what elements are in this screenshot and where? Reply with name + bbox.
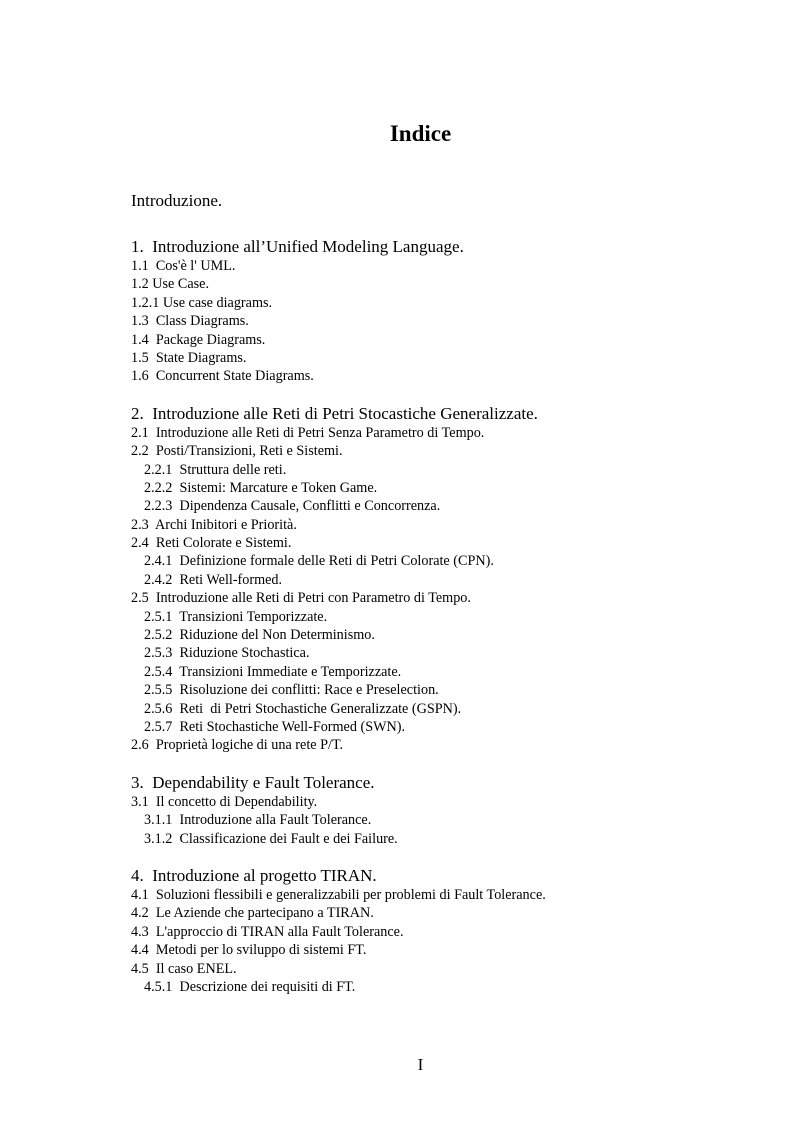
toc-entry: 1.1 Cos'è l' UML.: [131, 258, 236, 274]
toc-entry: 1.3 Class Diagrams.: [131, 313, 249, 330]
toc-chapter-1: [131, 237, 753, 386]
toc-entry: 2.6 Proprietà logiche di una rete P/T.: [131, 737, 344, 754]
toc-subentry: 3.1.1 Introduzione alla Fault Tolerance.: [144, 812, 372, 829]
toc-entry: 4.2 Le Aziende che partecipano a TIRAN.: [131, 905, 374, 922]
toc-subentry: 2.2.1 Struttura delle reti.: [144, 461, 287, 478]
toc-subentry: 2.5.3 Riduzione Stochastica.: [144, 645, 310, 662]
toc-entry: 2.4 Reti Colorate e Sistemi.: [131, 535, 292, 552]
toc-subentry: 2.5.2 Riduzione del Non Determinismo.: [144, 627, 375, 644]
toc-chapter-3: [131, 773, 753, 848]
toc-entry: 2.2 Posti/Transizioni, Reti e Sistemi.: [131, 443, 343, 460]
toc-entry: 2.1 Introduzione alle Reti di Petri Senza Parametro di Tempo.: [131, 424, 485, 441]
toc-chapter-heading: 4. Introduzione al progetto TIRAN.: [131, 865, 377, 885]
toc-subentry: 2.5.5 Risoluzione dei conflitti: Race e Preselection.: [144, 682, 439, 699]
toc-entry: 1.5 State Diagrams.: [131, 349, 247, 366]
toc-entry: 4.5 Il caso ENEL.: [131, 960, 237, 977]
toc-entry: 2.3 Archi Inibitori e Priorità.: [131, 516, 297, 533]
toc-subentry: 2.5.6 Reti di Petri Stochastiche Generalizzate (GSPN).: [144, 700, 462, 717]
toc-subentry: 2.5.1 Transizioni Temporizzate.: [144, 608, 328, 625]
toc-subentry: 2.4.2 Reti Well-formed.: [144, 571, 283, 588]
toc-entry: 1.4 Package Diagrams.: [131, 331, 266, 348]
toc-subentry: 2.2.2 Sistemi: Marcature e Token Game.: [144, 479, 378, 496]
toc-entry: 4.4 Metodi per lo sviluppo di sistemi FT.: [131, 942, 367, 959]
toc-subentry: 3.1.2 Classificazione dei Fault e dei Failure.: [144, 830, 398, 847]
page-number: I: [417, 1055, 424, 1074]
toc-entry: 1.2.1 Use case diagrams.: [131, 294, 273, 311]
toc-entry: 1.6 Concurrent State Diagrams.: [131, 368, 314, 385]
toc-intro-entry: Introduzione.: [131, 191, 223, 210]
toc-entry: 2.5 Introduzione alle Reti di Petri con Parametro di Tempo.: [131, 590, 471, 607]
toc-chapter-heading: 1. Introduzione all’Unified Modeling Language.: [131, 237, 464, 256]
toc-subentry: 2.4.1 Definizione formale delle Reti di Petri Colorate (CPN).: [144, 553, 494, 570]
toc-entry: 4.3 L'approccio di TIRAN alla Fault Tolerance.: [131, 923, 404, 940]
toc-chapter-heading: 2. Introduzione alle Reti di Petri Stocastiche Generalizzate.: [131, 403, 538, 423]
toc-chapter-2: [131, 404, 753, 755]
toc-chapter-4: [131, 866, 753, 996]
page-title: Indice: [389, 121, 452, 146]
toc-entry: 3.1 Il concetto di Dependability.: [131, 793, 318, 810]
toc-subentry: 2.2.3 Dipendenza Causale, Conflitti e Concorrenza.: [144, 498, 441, 515]
toc-subentry: 2.5.4 Transizioni Immediate e Temporizzate.: [144, 663, 402, 680]
toc-chapter-heading: 3. Dependability e Fault Tolerance.: [131, 772, 375, 792]
toc-entry: 1.2 Use Case.: [131, 276, 210, 293]
toc-subentry: 4.5.1 Descrizione dei requisiti di FT.: [144, 978, 356, 995]
toc-entry: 4.1 Soluzioni flessibili e generalizzabili per problemi di Fault Tolerance.: [131, 886, 546, 903]
toc-subentry: 2.5.7 Reti Stochastiche Well-Formed (SWN).: [144, 718, 406, 735]
table-of-contents: [131, 191, 753, 996]
